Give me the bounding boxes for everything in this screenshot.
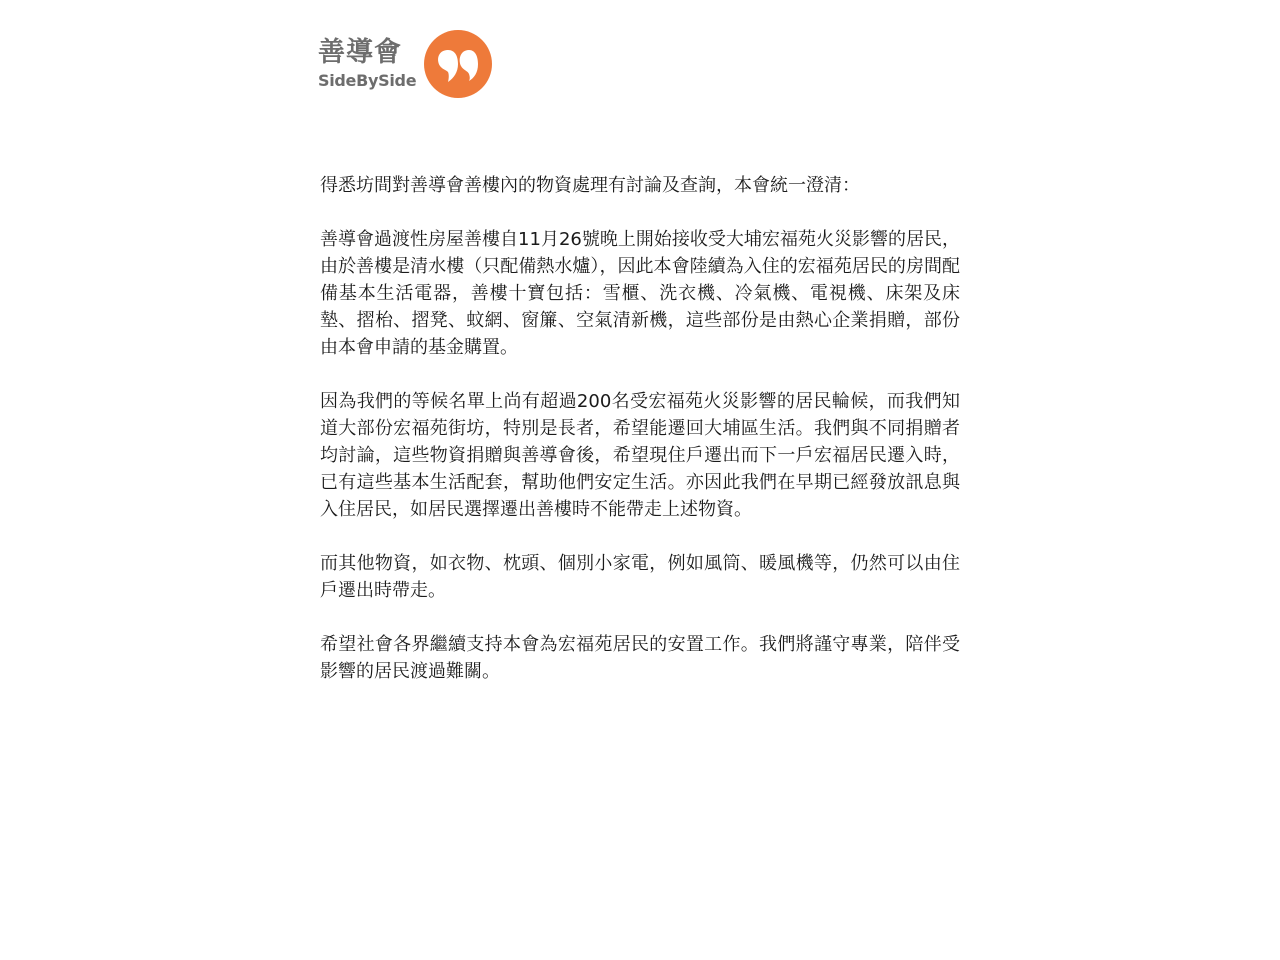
paragraph-appliances: 善導會過渡性房屋善樓自11月26號晚上開始接收受大埔宏福苑火災影響的居民，由於善樓是清水樓（只配備熱水爐），因此本會陸續為入住的宏福苑居民的房間配備基本生活電器，善樓十寶包括：雪櫃、洗衣機、冷氣機、電視機、床架及床墊、摺枱、摺凳、蚊網、窗簾、空氣清新機，這些部份是由熱心企業捐贈，部份由本會申請的基金購置。 bbox=[320, 229, 960, 358]
quote-marks-icon bbox=[424, 30, 492, 98]
paragraph-waiting-list: 因為我們的等候名單上尚有超過200名受宏福苑火災影響的居民輪候，而我們知道大部份宏福苑街坊，特別是長者，希望能遷回大埔區生活。我們與不同捐贈者均討論，這些物資捐贈與善導會後，希望現住戶遷出而下一戶宏福居民遷入時，已有這些基本生活配套，幫助他們安定生活。亦因此我們在早期已經發放訊息與入住居民，如居民選擇遷出善樓時不能帶走上述物資。 bbox=[320, 391, 960, 520]
logo-english-name: SideBySide bbox=[318, 71, 417, 90]
paragraph-intro: 得悉坊間對善導會善樓內的物資處理有討論及查詢，本會統一澄清： bbox=[320, 175, 860, 196]
paragraph-closing: 希望社會各界繼續支持本會為宏福苑居民的安置工作。我們將謹守專業，陪伴受影響的居民渡過難關。 bbox=[320, 634, 960, 682]
logo-wordmark bbox=[318, 38, 418, 92]
paragraph-other-items: 而其他物資，如衣物、枕頭、個別小家電，例如風筒、暖風機等，仍然可以由住戶遷出時帶走。 bbox=[320, 553, 960, 601]
statement-body bbox=[320, 172, 960, 712]
organization-logo bbox=[318, 30, 498, 100]
logo-chinese-name: 善導會 bbox=[318, 37, 402, 68]
